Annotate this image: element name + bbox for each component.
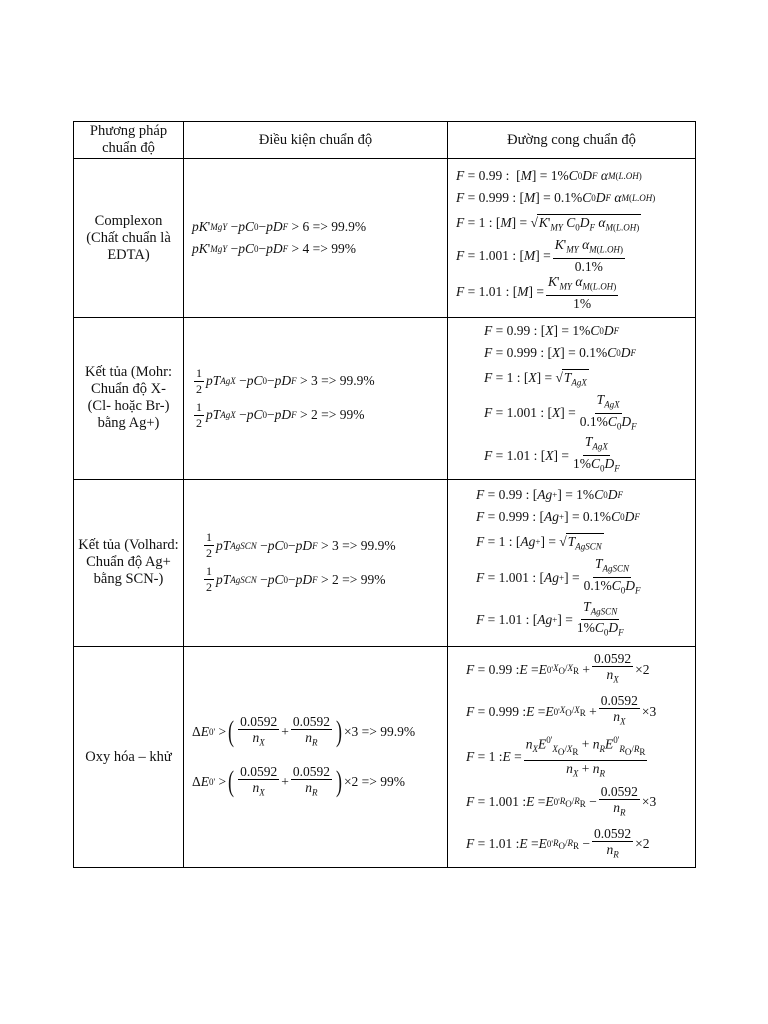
curve-formula: F = 1.01 : [ M ] = $\frac{K'_{MY} \alpha_{M(L.OH)}}{1\%}$ — [456, 274, 617, 311]
condition-cell — [184, 479, 448, 646]
curve-cell — [448, 479, 696, 646]
curve-formula: F = 1 : [ M ] = √ $K'_{MY}$ $C_0D_F$ $\alpha_{M(L.OH)}$ — [456, 214, 640, 233]
condition-formula: $\frac{1}{2}$ pT AgX − pC 0 − pD F > 2 => 99% — [196, 399, 365, 430]
condition-cell — [184, 159, 448, 318]
header-method: Phương pháp chuẩn độ — [74, 122, 184, 159]
curve-formula: F = 1.001 : [ Ag + ] = $\frac{T_{AgSCN}}{0.1\%C_0D_F}$ — [476, 556, 641, 596]
curve-formula: F = 1.01 : [ X ] = $\frac{T_{AgX}}{1\%C_0D_F}$ — [484, 434, 620, 474]
curve-formula: F = 0.999 : [ Ag + ] = 0.1% C 0 D F — [476, 509, 640, 525]
curve-formula: F = 0.999 : E = E 0' $X_O/X_R$ + $\frac{0.0592}{n_X}$ ×3 — [466, 693, 657, 728]
curve-cell — [448, 318, 696, 480]
curve-formula: F = 1.01 : E = E 0' $R_O/R_R$ − $\frac{0.0592}{n_R}$ ×2 — [466, 826, 650, 860]
method-cell: Kết tủa (Volhard: Chuẩn độ Ag+ bằng SCN-) — [74, 479, 184, 646]
method-cell: Kết tủa (Mohr: Chuẩn độ X- (Cl- hoặc Br-) bằng Ag+) — [74, 318, 184, 480]
table-row — [74, 646, 696, 868]
table-row — [74, 318, 696, 480]
curve-formula: F = 1 : [ Ag + ] = √ $T_{AgSCN}$ — [476, 534, 602, 552]
header-conditions: Điều kiện chuẩn độ — [184, 122, 448, 159]
method-cell: Complexon (Chất chuẩn là EDTA) — [74, 159, 184, 318]
curve-formula: F = 0.99 : E = E 0' $X_O/X_R$ + $\frac{0.0592}{n_X}$ ×2 — [466, 651, 650, 686]
curve-cell — [448, 646, 696, 868]
curve-formula: F = 1 : [ X ] = √ $T_{AgX}$ — [484, 369, 587, 388]
table-row — [74, 159, 696, 318]
condition-formula: pK ' MgY − pC 0 − pD F > 4 => 99% — [192, 241, 356, 256]
condition-cell — [184, 646, 448, 868]
condition-formula: $\frac{1}{2}$ pT AgSCN − pC 0 − pD F > 3 => 99.9% — [206, 530, 396, 561]
curve-formula: F = 0.99 : [ M ] = 1% C 0 D F α M(L.OH) — [456, 168, 642, 184]
method-cell: Oxy hóa – khử — [74, 646, 184, 868]
condition-formula: $\frac{1}{2}$ pT AgSCN − pC 0 − pD F > 2 => 99% — [206, 564, 386, 595]
curve-formula: F = 0.99 : [ X ] = 1% C 0 D F — [484, 323, 620, 338]
curve-formula: F = 0.99 : [ Ag + ] = 1% C 0 D F — [476, 487, 623, 503]
curve-formula: F = 1.001 : [ X ] = $\frac{T_{AgX}}{0.1\%C_0D_F}$ — [484, 392, 637, 432]
condition-formula: pK ' MgY − pC 0 − pD F > 6 => 99.9% — [192, 219, 367, 234]
condition-formula: Δ E 0' > ( $\frac{0.0592}{n_X}$ + $\frac{0.0592}{n_R}$ ) ×3 => 99.9% — [192, 713, 416, 749]
titration-table — [73, 121, 696, 868]
curve-formula: F = 1.001 : [ M ] = $\frac{K'_{MY} \alpha_{M(L.OH)}}{0.1\%}$ — [456, 237, 623, 274]
curve-formula: F = 1 : E = $\frac{n_XE^{0'}_{X_O/X_R} + n_RE^{0'}_{R_O/R_R}}{n_X + n_R}$ — [466, 734, 646, 779]
header-curve: Đường cong chuẩn độ — [448, 122, 696, 159]
header-row — [74, 122, 696, 159]
condition-formula: Δ E 0' > ( $\frac{0.0592}{n_X}$ + $\frac{0.0592}{n_R}$ ) ×2 => 99% — [192, 763, 406, 799]
curve-formula: F = 1.001 : E = E 0' $R_O/R_R$ − $\frac{0.0592}{n_R}$ ×3 — [466, 784, 657, 818]
table-row — [74, 479, 696, 646]
curve-formula: F = 0.999 : [ M ] = 0.1% C 0 D F α M(L.OH) — [456, 190, 656, 206]
curve-cell — [448, 159, 696, 318]
curve-formula: F = 0.999 : [ X ] = 0.1% C 0 D F — [484, 345, 636, 360]
condition-cell — [184, 318, 448, 480]
curve-formula: F = 1.01 : [ Ag + ] = $\frac{T_{AgSCN}}{1\%C_0D_F}$ — [476, 598, 624, 639]
condition-formula: $\frac{1}{2}$ pT AgX − pC 0 − pD F > 3 => 99.9% — [196, 365, 375, 396]
